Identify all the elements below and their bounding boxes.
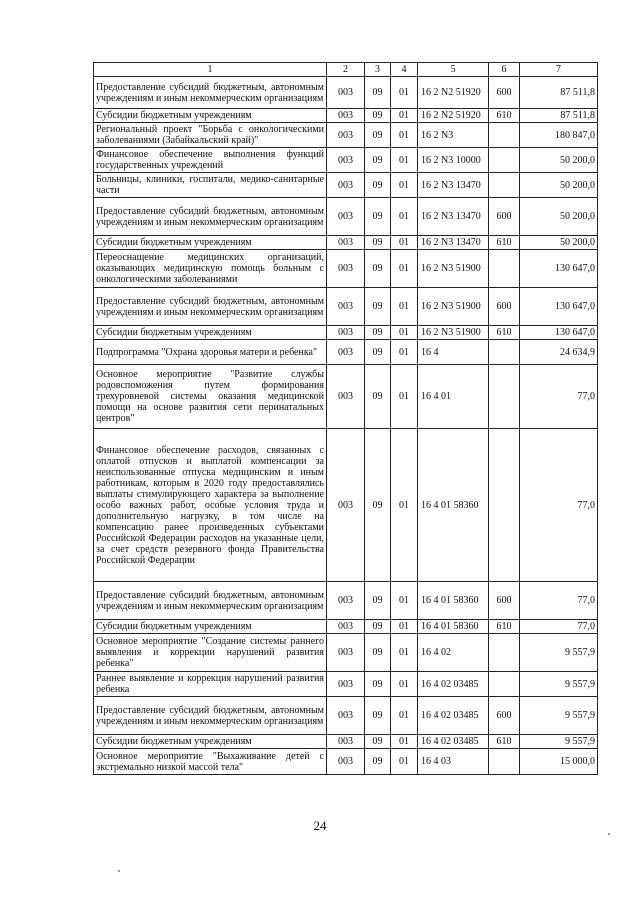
cell-c6 [489, 123, 520, 148]
cell-c3: 09 [365, 123, 391, 148]
cell-c4: 01 [391, 250, 418, 288]
cell-c7: 9 557,9 [520, 634, 598, 672]
cell-c3: 09 [365, 173, 391, 198]
cell-c6 [489, 365, 520, 429]
cell-desc: Раннее выявление и коррекция нарушений развития ребенка [94, 672, 327, 697]
cell-c3: 09 [365, 749, 391, 775]
cell-c4: 01 [391, 109, 418, 123]
header-col-2: 2 [327, 63, 365, 77]
cell-c2: 003 [327, 236, 365, 250]
cell-c5: 16 2 N3 13470 [418, 236, 489, 250]
cell-c4: 01 [391, 198, 418, 236]
table-row [94, 697, 598, 735]
cell-c7: 9 557,9 [520, 697, 598, 735]
cell-c4: 01 [391, 173, 418, 198]
cell-c5: 16 2 N3 51900 [418, 288, 489, 326]
cell-c3: 09 [365, 365, 391, 429]
cell-c2: 003 [327, 582, 365, 620]
cell-c7: 50 200,0 [520, 148, 598, 173]
cell-c4: 01 [391, 672, 418, 697]
cell-c2: 003 [327, 735, 365, 749]
cell-c2: 003 [327, 288, 365, 326]
table-row [94, 109, 598, 123]
cell-c5: 16 4 [418, 340, 489, 365]
cell-c4: 01 [391, 236, 418, 250]
cell-c6 [489, 148, 520, 173]
cell-c5: 16 2 N3 13470 [418, 198, 489, 236]
cell-desc: Финансовое обеспечение расходов, связанных с оплатой отпусков и выплатой компенсации за неиспользованные отпуска медицинским и иным работникам, которым в 2020 году предоставлялись выплаты стимулирующего характера за выполнение особо важных работ, особые условия труда и дополнительную нагрузку, в том числе на компенсацию ранее произведенных субъектами Российской Федерации расходов на указанные цели, за счет средств резервного фонда Правительства Российской Федерации [94, 429, 327, 582]
table-row [94, 749, 598, 775]
cell-c5: 16 4 01 58360 [418, 582, 489, 620]
cell-c3: 09 [365, 634, 391, 672]
cell-c4: 01 [391, 634, 418, 672]
cell-c6 [489, 749, 520, 775]
cell-c6 [489, 340, 520, 365]
cell-c2: 003 [327, 173, 365, 198]
cell-c2: 003 [327, 672, 365, 697]
cell-c3: 09 [365, 250, 391, 288]
cell-desc: Финансовое обеспечение выполнения функций государственных учреждений [94, 148, 327, 173]
cell-c7: 130 647,0 [520, 288, 598, 326]
cell-c2: 003 [327, 340, 365, 365]
cell-c4: 01 [391, 123, 418, 148]
cell-c5: 16 4 01 58360 [418, 620, 489, 634]
cell-c5: 16 4 02 03485 [418, 735, 489, 749]
cell-c3: 09 [365, 326, 391, 340]
cell-c2: 003 [327, 326, 365, 340]
table-row [94, 735, 598, 749]
cell-c7: 50 200,0 [520, 236, 598, 250]
cell-c2: 003 [327, 365, 365, 429]
table-row [94, 582, 598, 620]
cell-c2: 003 [327, 198, 365, 236]
cell-c6 [489, 634, 520, 672]
header-col-4: 4 [391, 63, 418, 77]
cell-c5: 16 4 02 03485 [418, 672, 489, 697]
cell-c7: 77,0 [520, 429, 598, 582]
cell-c3: 09 [365, 429, 391, 582]
cell-c4: 01 [391, 365, 418, 429]
cell-desc: Больницы, клиники, госпитали, медико-санитарные части [94, 173, 327, 198]
table-row [94, 250, 598, 288]
cell-desc: Субсидии бюджетным учреждениям [94, 735, 327, 749]
cell-c3: 09 [365, 340, 391, 365]
cell-c7: 50 200,0 [520, 173, 598, 198]
header-col-7: 7 [520, 63, 598, 77]
cell-c7: 130 647,0 [520, 326, 598, 340]
cell-c4: 01 [391, 620, 418, 634]
cell-c2: 003 [327, 148, 365, 173]
cell-c6: 610 [489, 326, 520, 340]
scan-speck [608, 833, 610, 835]
cell-c4: 01 [391, 749, 418, 775]
cell-c6 [489, 250, 520, 288]
cell-c6: 610 [489, 620, 520, 634]
cell-c7: 87 511,8 [520, 109, 598, 123]
table-row [94, 672, 598, 697]
cell-desc: Предоставление субсидий бюджетным, автономным учреждениям и иным некоммерческим организациям [94, 582, 327, 620]
cell-c5: 16 2 N3 51900 [418, 250, 489, 288]
cell-c7: 50 200,0 [520, 198, 598, 236]
cell-c4: 01 [391, 735, 418, 749]
scan-speck [118, 870, 120, 872]
cell-c3: 09 [365, 148, 391, 173]
cell-desc: Переоснащение медицинских организаций, оказывающих медицинскую помощь больным с онкологическими заболеваниями [94, 250, 327, 288]
cell-c7: 87 511,8 [520, 77, 598, 109]
cell-c6 [489, 429, 520, 582]
cell-c5: 16 4 01 58360 [418, 429, 489, 582]
cell-c5: 16 4 03 [418, 749, 489, 775]
cell-c5: 16 4 02 [418, 634, 489, 672]
header-col-1: 1 [94, 63, 327, 77]
cell-c3: 09 [365, 672, 391, 697]
cell-c5: 16 2 N3 51900 [418, 326, 489, 340]
page-number: 24 [313, 818, 327, 833]
cell-c2: 003 [327, 429, 365, 582]
table-row [94, 288, 598, 326]
cell-c7: 77,0 [520, 582, 598, 620]
header-col-5: 5 [418, 63, 489, 77]
cell-c2: 003 [327, 749, 365, 775]
cell-c4: 01 [391, 288, 418, 326]
table-row [94, 148, 598, 173]
header-col-3: 3 [365, 63, 391, 77]
table-header-row [94, 63, 598, 77]
budget-table [93, 62, 598, 775]
cell-c3: 09 [365, 236, 391, 250]
cell-c3: 09 [365, 288, 391, 326]
table-row [94, 365, 598, 429]
cell-c5: 16 2 N2 51920 [418, 109, 489, 123]
cell-c2: 003 [327, 620, 365, 634]
table-row [94, 77, 598, 109]
cell-c4: 01 [391, 697, 418, 735]
cell-c5: 16 4 01 [418, 365, 489, 429]
cell-c3: 09 [365, 582, 391, 620]
table-row [94, 634, 598, 672]
cell-c4: 01 [391, 148, 418, 173]
cell-desc: Субсидии бюджетным учреждениям [94, 236, 327, 250]
cell-c2: 003 [327, 697, 365, 735]
cell-c4: 01 [391, 326, 418, 340]
cell-desc: Подпрограмма "Охрана здоровья матери и ребенка" [94, 340, 327, 365]
header-col-6: 6 [489, 63, 520, 77]
cell-c7: 9 557,9 [520, 735, 598, 749]
cell-c3: 09 [365, 77, 391, 109]
cell-c7: 180 847,0 [520, 123, 598, 148]
cell-c7: 15 000,0 [520, 749, 598, 775]
cell-c3: 09 [365, 198, 391, 236]
cell-c6: 600 [489, 582, 520, 620]
cell-c6: 600 [489, 697, 520, 735]
cell-c2: 003 [327, 634, 365, 672]
cell-c7: 24 634,9 [520, 340, 598, 365]
cell-c6: 610 [489, 109, 520, 123]
cell-desc: Субсидии бюджетным учреждениям [94, 326, 327, 340]
cell-c6: 610 [489, 236, 520, 250]
cell-desc: Основное мероприятие "Создание системы раннего выявления и коррекции нарушений развития ребенка" [94, 634, 327, 672]
cell-c7: 130 647,0 [520, 250, 598, 288]
cell-desc: Региональный проект "Борьба с онкологическими заболеваниями (Забайкальский край)" [94, 123, 327, 148]
cell-desc: Предоставление субсидий бюджетным, автономным учреждениям и иным некоммерческим организациям [94, 77, 327, 109]
cell-c3: 09 [365, 697, 391, 735]
cell-c7: 77,0 [520, 365, 598, 429]
cell-c2: 003 [327, 250, 365, 288]
cell-desc: Субсидии бюджетным учреждениям [94, 620, 327, 634]
cell-c2: 003 [327, 77, 365, 109]
cell-desc: Предоставление субсидий бюджетным, автономным учреждениям и иным некоммерческим организациям [94, 697, 327, 735]
cell-c2: 003 [327, 123, 365, 148]
cell-c2: 003 [327, 109, 365, 123]
table-row [94, 198, 598, 236]
table-body [94, 63, 598, 775]
cell-desc: Основное мероприятие "Выхаживание детей с экстремально низкой массой тела" [94, 749, 327, 775]
cell-c6 [489, 672, 520, 697]
cell-c5: 16 2 N3 13470 [418, 173, 489, 198]
cell-c3: 09 [365, 735, 391, 749]
cell-c3: 09 [365, 109, 391, 123]
cell-c6: 610 [489, 735, 520, 749]
table-row [94, 340, 598, 365]
table-row [94, 236, 598, 250]
table-row [94, 123, 598, 148]
table-row [94, 173, 598, 198]
cell-c4: 01 [391, 582, 418, 620]
table-row [94, 620, 598, 634]
cell-c4: 01 [391, 77, 418, 109]
cell-desc: Предоставление субсидий бюджетным, автономным учреждениям и иным некоммерческим организациям [94, 198, 327, 236]
table-row [94, 429, 598, 582]
cell-c7: 9 557,9 [520, 672, 598, 697]
cell-c3: 09 [365, 620, 391, 634]
table-row [94, 326, 598, 340]
cell-c5: 16 2 N3 10000 [418, 148, 489, 173]
cell-desc: Основное мероприятие "Развитие службы родовспоможения путем формирования трехуровневой системы оказания медицинской помощи на основе развития сети перинатальных центров" [94, 365, 327, 429]
cell-desc: Предоставление субсидий бюджетным, автономным учреждениям и иным некоммерческим организациям [94, 288, 327, 326]
cell-c7: 77,0 [520, 620, 598, 634]
cell-c5: 16 2 N3 [418, 123, 489, 148]
cell-c5: 16 2 N2 51920 [418, 77, 489, 109]
cell-desc: Субсидии бюджетным учреждениям [94, 109, 327, 123]
cell-c6: 600 [489, 288, 520, 326]
cell-c4: 01 [391, 429, 418, 582]
cell-c6 [489, 173, 520, 198]
cell-c6: 600 [489, 198, 520, 236]
cell-c5: 16 4 02 03485 [418, 697, 489, 735]
cell-c6: 600 [489, 77, 520, 109]
cell-c4: 01 [391, 340, 418, 365]
